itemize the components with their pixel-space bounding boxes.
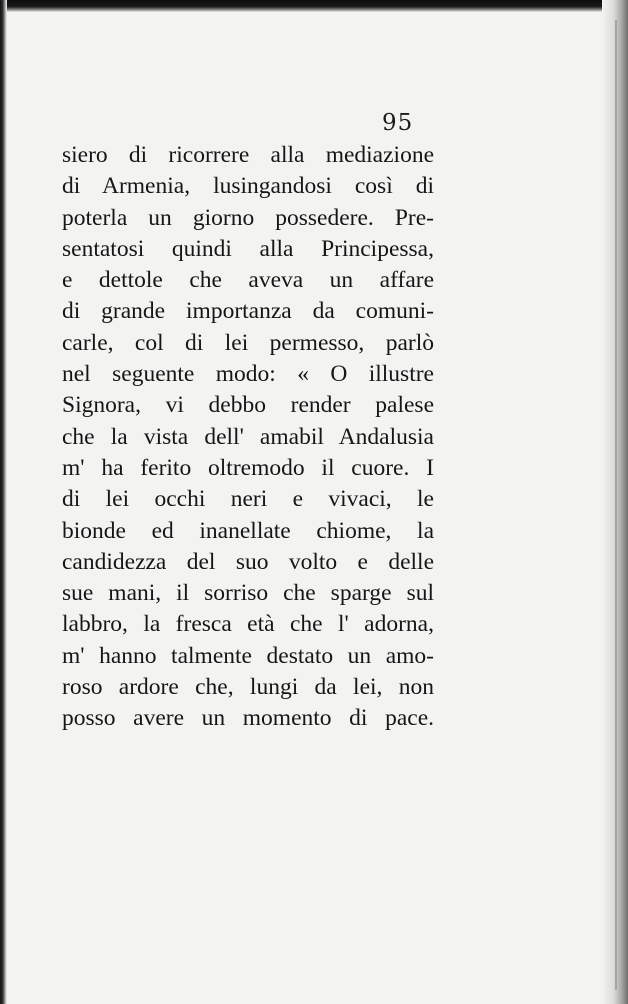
text-line: di grande importanza da comuni- [62, 298, 434, 325]
text-line: di Armenia, lusingandosi così di [62, 173, 434, 200]
text-line: roso ardore che, lungi da lei, non [62, 674, 434, 701]
page-right-edge [602, 0, 628, 1004]
text-line: di lei occhi neri e vivaci, le [62, 486, 434, 513]
scan-top-border [0, 0, 628, 12]
text-line: posso avere un momento di pace. [62, 705, 434, 732]
text-line: candidezza del suo volto e delle [62, 548, 434, 575]
page-edge-shadow [615, 20, 617, 990]
text-line: e dettole che aveva un affare [62, 267, 434, 294]
text-line: labbro, la fresca età che l' adorna, [62, 611, 434, 638]
body-text [62, 140, 434, 735]
text-line: Signora, vi debbo render palese [62, 392, 434, 419]
text-line: sue mani, il sorriso che sparge sul [62, 580, 434, 607]
scan-left-border [0, 0, 7, 1004]
text-line: nel seguente modo: « O illustre [62, 361, 434, 388]
text-line: bionde ed inanellate chiome, la [62, 517, 434, 544]
text-line: sentatosi quindi alla Principessa, [62, 235, 434, 262]
text-line: poterla un giorno possedere. Pre- [62, 204, 434, 231]
text-line: carle, col di lei permesso, parlò [62, 329, 434, 356]
page-number: 95 [382, 110, 414, 136]
text-line: siero di ricorrere alla mediazione [62, 142, 434, 168]
text-line: m' ha ferito oltremodo il cuore. I [62, 454, 434, 481]
text-line: che la vista dell' amabil Andalusia [62, 423, 434, 450]
text-line: m' hanno talmente destato un amo- [62, 642, 434, 669]
